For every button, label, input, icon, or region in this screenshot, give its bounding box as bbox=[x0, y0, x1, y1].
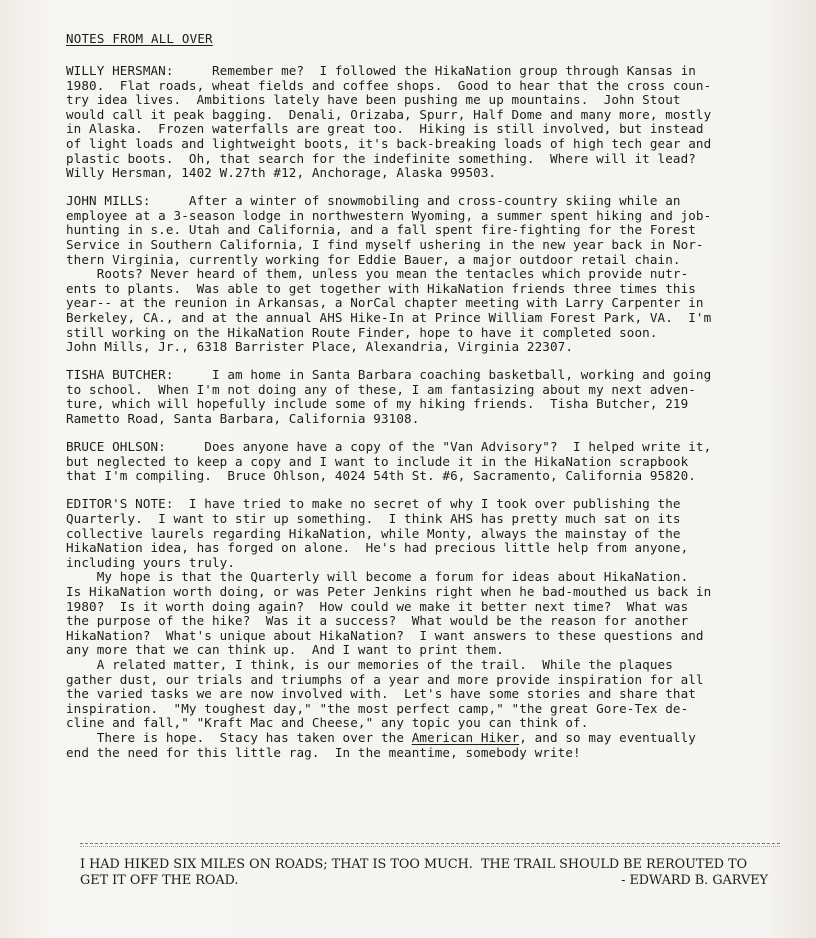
paragraph-gap bbox=[66, 484, 778, 498]
text-line: hunting in s.e. Utah and California, and a fall spent fire-fighting for the Forest bbox=[66, 222, 696, 238]
text-line: 1980? Is it worth doing again? How could we make it better next time? What was bbox=[66, 598, 689, 614]
text-line: John Mills, Jr., 6318 Barrister Place, Alexandria, Virginia 22307. bbox=[66, 339, 574, 355]
text-line: TISHA BUTCHER: I am home in Santa Barbara coaching basketball, working and going bbox=[66, 367, 712, 383]
text-line: HikaNation idea, has forged on alone. He's had precious little help from anyone, bbox=[66, 540, 689, 556]
text-line: in Alaska. Frozen waterfalls are great too. Hiking is still involved, but instead bbox=[66, 121, 704, 137]
text-line: Rametto Road, Santa Barbara, California 93108. bbox=[66, 411, 420, 427]
text-line: thern Virginia, currently working for Eddie Bauer, a major outdoor retail chain. bbox=[66, 251, 681, 267]
closing-text-post: , and so may eventually bbox=[519, 729, 696, 745]
text-line: Service in Southern California, I find myself ushering in the new year back in Nor- bbox=[66, 237, 704, 253]
text-line: collective laurels regarding HikaNation, while Monty, always the mainstay of the bbox=[66, 525, 681, 541]
section-4 bbox=[66, 497, 778, 731]
text-line: the purpose of the hike? Was it a success? What would be the reason for another bbox=[66, 613, 689, 629]
dotted-divider bbox=[80, 846, 780, 848]
closing-line-2: end the need for this little rag. In the meantime, somebody write! bbox=[66, 744, 581, 760]
text-line: would call it peak bagging. Denali, Orizaba, Spurr, Half Dome and many more, mostly bbox=[66, 106, 712, 122]
section-0 bbox=[66, 64, 778, 181]
text-line: to school. When I'm not doing any of these, I am fantasizing about my next adven- bbox=[66, 381, 696, 397]
text-line: but neglected to keep a copy and I want to include it in the HikaNation scrapbook bbox=[66, 453, 689, 469]
text-line: gather dust, our trials and triumphs of a year and more provide inspiration for all bbox=[66, 671, 704, 687]
dashed-divider bbox=[80, 843, 780, 845]
text-line: A related matter, I think, is our memories of the trail. While the plaques bbox=[66, 656, 673, 672]
text-line: that I'm compiling. Bruce Ohlson, 4024 54th St. #6, Sacramento, California 95820. bbox=[66, 468, 696, 484]
quote-line-2 bbox=[80, 873, 780, 889]
text-line: Quarterly. I want to stir up something. I think AHS has pretty much sat on its bbox=[66, 511, 681, 527]
text-line: try idea lives. Ambitions lately have been pushing me up mountains. John Stout bbox=[66, 92, 681, 108]
garvey-quote bbox=[80, 857, 780, 889]
text-line: Roots? Never heard of them, unless you mean the tentacles which provide nutr- bbox=[66, 266, 689, 282]
quote-line-1: I HAD HIKED SIX MILES ON ROADS; THAT IS TOO MUCH. THE TRAIL SHOULD BE REROUTED TO bbox=[80, 857, 748, 872]
text-line: My hope is that the Quarterly will become a forum for ideas about HikaNation. bbox=[66, 569, 689, 585]
text-line: cline and fall," "Kraft Mac and Cheese," any topic you can think of. bbox=[66, 715, 589, 731]
text-line: HikaNation? What's unique about HikaNation? I want answers to these questions and bbox=[66, 627, 704, 643]
sections-container bbox=[66, 64, 778, 731]
closing-text-pre: There is hope. Stacy has taken over the bbox=[66, 729, 412, 745]
document-body bbox=[66, 64, 778, 760]
publication-title: American Hiker bbox=[411, 729, 520, 745]
page-header: NOTES FROM ALL OVER bbox=[66, 31, 213, 46]
quote-line-2-text: GET IT OFF THE ROAD. bbox=[80, 873, 239, 888]
section-1 bbox=[66, 194, 778, 355]
text-line: any more that we can think up. And I want to print them. bbox=[66, 642, 504, 658]
section-2 bbox=[66, 368, 778, 426]
paragraph-gap bbox=[66, 181, 778, 195]
text-line: Berkeley, CA., and at the annual AHS Hike-In at Prince William Forest Park, VA. I'm bbox=[66, 310, 712, 325]
text-line: JOHN MILLS: After a winter of snowmobiling and cross-country skiing while an bbox=[66, 193, 681, 209]
text-line: ents to plants. Was able to get together with HikaNation friends three times this bbox=[66, 280, 696, 296]
text-line: of light loads and lightweight boots, it's back-breaking loads of high tech gear and bbox=[66, 135, 712, 151]
text-line: still working on the HikaNation Route Finder, hope to have it completed soon. bbox=[66, 324, 658, 340]
text-line: Is HikaNation worth doing, or was Peter Jenkins right when he bad-mouthed us back in bbox=[66, 584, 712, 599]
text-line: inspiration. "My toughest day," "the most perfect camp," "the great Gore-Tex de- bbox=[66, 700, 689, 716]
quote-attribution: - EDWARD B. GARVEY bbox=[621, 873, 768, 888]
closing-paragraph bbox=[66, 731, 778, 760]
text-line: EDITOR'S NOTE: I have tried to make no secret of why I took over publishing the bbox=[66, 496, 681, 512]
text-line: including yours truly. bbox=[66, 554, 236, 570]
closing-line-1 bbox=[66, 731, 778, 746]
text-line: year-- at the reunion in Arkansas, a NorCal chapter meeting with Larry Carpenter in bbox=[66, 295, 704, 311]
paragraph-gap bbox=[66, 355, 778, 369]
paragraph-gap bbox=[66, 427, 778, 441]
text-line: WILLY HERSMAN: Remember me? I followed the HikaNation group through Kansas in bbox=[66, 63, 696, 78]
section-3 bbox=[66, 440, 778, 484]
text-line: plastic boots. Oh, that search for the indefinite something. Where will it lead? bbox=[66, 150, 696, 166]
text-line: employee at a 3-season lodge in northwestern Wyoming, a summer spent hiking and job- bbox=[66, 207, 712, 223]
text-line: 1980. Flat roads, wheat fields and coffee shops. Good to hear that the cross coun- bbox=[66, 77, 712, 93]
text-line: the varied tasks we are now involved with. Let's have some stories and share that bbox=[66, 686, 696, 702]
text-line: BRUCE OHLSON: Does anyone have a copy of the "Van Advisory"? I helped write it, bbox=[66, 439, 712, 455]
text-line: Willy Hersman, 1402 W.27th #12, Anchorage, Alaska 99503. bbox=[66, 165, 497, 181]
text-line: ture, which will hopefully include some of my hiking friends. Tisha Butcher, 219 bbox=[66, 396, 689, 412]
